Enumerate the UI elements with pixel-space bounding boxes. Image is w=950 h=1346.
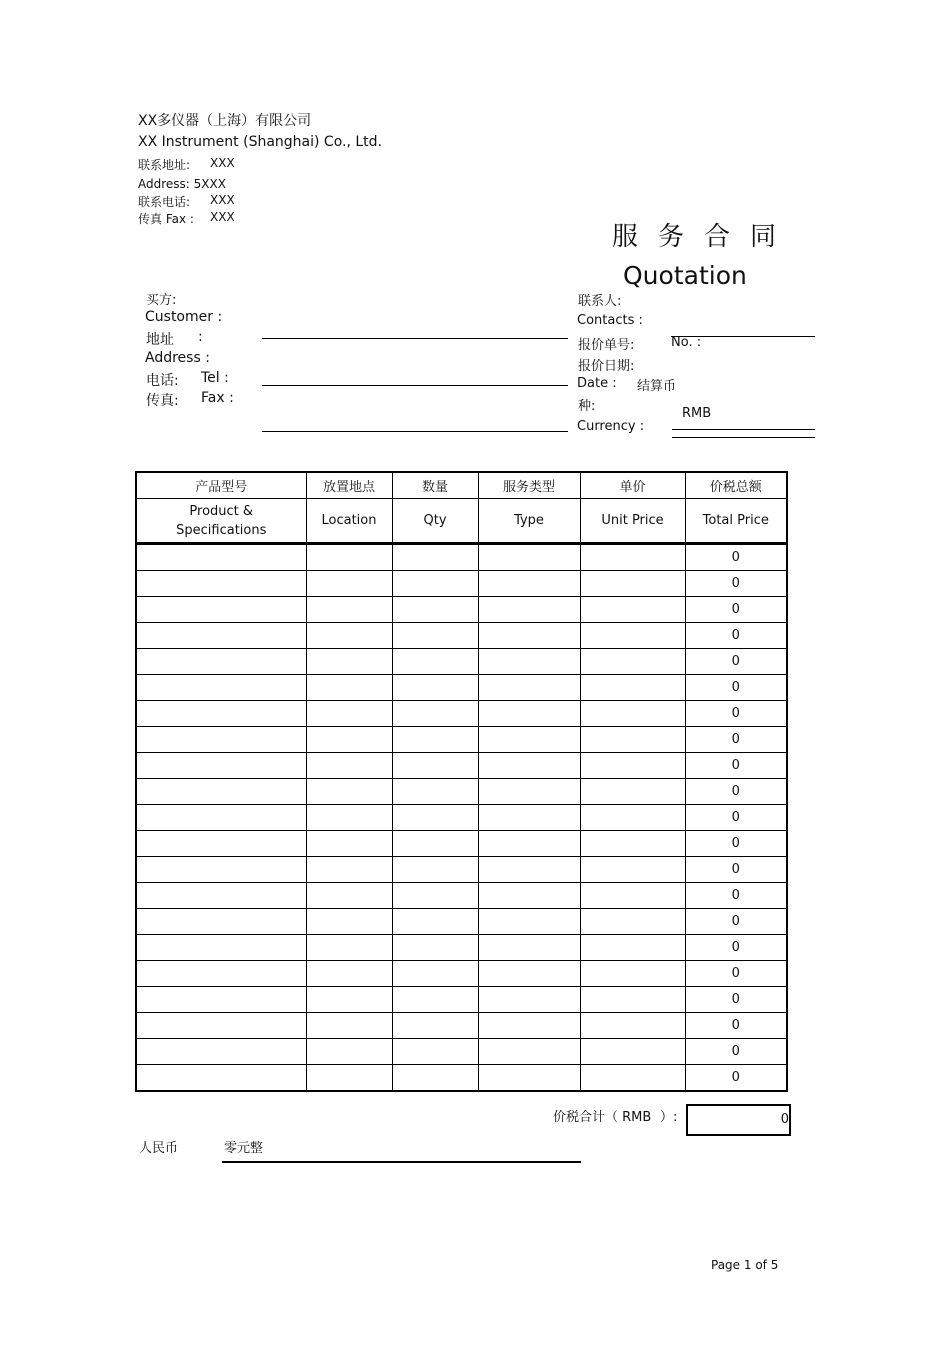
cell-qty[interactable] <box>392 544 478 571</box>
cell-type[interactable] <box>478 909 580 935</box>
title-en: Quotation <box>623 261 747 290</box>
cell-product[interactable] <box>136 987 306 1013</box>
cell-total-price[interactable]: 0 <box>685 597 787 623</box>
cell-location[interactable] <box>306 831 392 857</box>
items-table <box>135 471 788 1092</box>
cell-unit-price[interactable] <box>580 675 685 701</box>
settle-label-cn-2: 种: <box>578 399 596 414</box>
header-location-en: Location <box>306 499 392 544</box>
cell-qty[interactable] <box>392 805 478 831</box>
cell-qty[interactable] <box>392 883 478 909</box>
cell-type[interactable] <box>478 779 580 805</box>
cell-total-price[interactable]: 0 <box>685 857 787 883</box>
header-type-en: Type <box>478 499 580 544</box>
table-row <box>136 597 787 623</box>
cell-qty[interactable] <box>392 675 478 701</box>
no-label: No. : <box>671 335 702 350</box>
header-location-cn: 放置地点 <box>306 472 392 499</box>
table-row <box>136 831 787 857</box>
cell-type[interactable] <box>478 623 580 649</box>
table-row <box>136 1039 787 1065</box>
cell-total-price[interactable]: 0 <box>685 1065 787 1092</box>
cell-qty[interactable] <box>392 831 478 857</box>
cell-total-price[interactable]: 0 <box>685 883 787 909</box>
cell-location[interactable] <box>306 1065 392 1092</box>
cell-product[interactable] <box>136 831 306 857</box>
currency-line-2 <box>672 437 815 438</box>
cell-total-price[interactable]: 0 <box>685 805 787 831</box>
company-address-cn-value: XXX <box>210 156 235 170</box>
header-unit-price-cn: 单价 <box>580 472 685 499</box>
cell-unit-price[interactable] <box>580 701 685 727</box>
cell-qty[interactable] <box>392 1013 478 1039</box>
total-label: 价税合计（ RMB <box>553 1110 652 1125</box>
quote-date-label-cn: 报价日期: <box>578 359 635 374</box>
cell-location[interactable] <box>306 805 392 831</box>
rmb-words: 零元整 <box>224 1141 264 1156</box>
table-row <box>136 649 787 675</box>
cell-unit-price[interactable] <box>580 857 685 883</box>
table-row <box>136 857 787 883</box>
cell-total-price[interactable]: 0 <box>685 779 787 805</box>
cell-unit-price[interactable] <box>580 961 685 987</box>
cell-product[interactable] <box>136 544 306 571</box>
cell-product[interactable] <box>136 727 306 753</box>
cell-type[interactable] <box>478 753 580 779</box>
cell-qty[interactable] <box>392 701 478 727</box>
cell-qty[interactable] <box>392 909 478 935</box>
company-fax-label: 传真 Fax : <box>138 212 194 226</box>
cell-product[interactable] <box>136 675 306 701</box>
cell-unit-price[interactable] <box>580 649 685 675</box>
rmb-label: 人民币 <box>139 1141 179 1156</box>
address-colon: : <box>198 329 203 345</box>
table-row <box>136 909 787 935</box>
header-total-price-en: Total Price <box>685 499 787 544</box>
cell-qty[interactable] <box>392 623 478 649</box>
cell-type[interactable] <box>478 831 580 857</box>
cell-total-price[interactable]: 0 <box>685 649 787 675</box>
cell-unit-price[interactable] <box>580 623 685 649</box>
cell-type[interactable] <box>478 1013 580 1039</box>
cell-type[interactable] <box>478 1065 580 1092</box>
cell-type[interactable] <box>478 544 580 571</box>
tel-input-line[interactable] <box>262 385 568 386</box>
cell-total-price[interactable]: 0 <box>685 753 787 779</box>
company-name-cn: XX多仪器（上海）有限公司 <box>138 113 312 129</box>
cell-unit-price[interactable] <box>580 805 685 831</box>
cell-product[interactable] <box>136 1013 306 1039</box>
table-row <box>136 987 787 1013</box>
cell-unit-price[interactable] <box>580 883 685 909</box>
cell-unit-price[interactable] <box>580 571 685 597</box>
header-row-en <box>136 499 787 544</box>
cell-product[interactable] <box>136 883 306 909</box>
cell-unit-price[interactable] <box>580 779 685 805</box>
total-label-suffix: ）: <box>660 1110 678 1125</box>
cell-location[interactable] <box>306 649 392 675</box>
cell-location[interactable] <box>306 544 392 571</box>
table-row <box>136 571 787 597</box>
company-phone-label: 联系电话: <box>138 195 191 209</box>
cell-product[interactable] <box>136 935 306 961</box>
cell-type[interactable] <box>478 727 580 753</box>
page-number: Page 1 of 5 <box>711 1258 779 1272</box>
cell-product[interactable] <box>136 701 306 727</box>
quote-no-label-cn: 报价单号: <box>578 338 635 353</box>
cell-location[interactable] <box>306 701 392 727</box>
cell-unit-price[interactable] <box>580 544 685 571</box>
cell-product[interactable] <box>136 909 306 935</box>
cell-product[interactable] <box>136 1065 306 1092</box>
cell-location[interactable] <box>306 857 392 883</box>
cell-location[interactable] <box>306 961 392 987</box>
cell-total-price[interactable]: 0 <box>685 544 787 571</box>
cell-location[interactable] <box>306 727 392 753</box>
cell-type[interactable] <box>478 1039 580 1065</box>
cell-qty[interactable] <box>392 571 478 597</box>
cell-qty[interactable] <box>392 753 478 779</box>
table-row <box>136 1065 787 1092</box>
cell-qty[interactable] <box>392 1039 478 1065</box>
currency-value: RMB <box>682 406 712 421</box>
cell-total-price[interactable]: 0 <box>685 675 787 701</box>
cell-total-price[interactable]: 0 <box>685 1039 787 1065</box>
header-qty-en: Qty <box>392 499 478 544</box>
header-product-en: Product & Specifications <box>136 499 306 544</box>
cell-qty[interactable] <box>392 1065 478 1092</box>
cell-qty[interactable] <box>392 727 478 753</box>
date-label: Date : <box>577 376 617 391</box>
address-label-en: Address : <box>145 350 210 366</box>
table-row <box>136 753 787 779</box>
cell-location[interactable] <box>306 987 392 1013</box>
company-name-en: XX Instrument (Shanghai) Co., Ltd. <box>138 134 382 150</box>
customer-label: Customer : <box>145 309 223 325</box>
cell-unit-price[interactable] <box>580 1013 685 1039</box>
table-row <box>136 544 787 571</box>
table-row <box>136 779 787 805</box>
cell-qty[interactable] <box>392 935 478 961</box>
cell-total-price[interactable]: 0 <box>685 571 787 597</box>
cell-location[interactable] <box>306 909 392 935</box>
table-row <box>136 805 787 831</box>
cell-product[interactable] <box>136 597 306 623</box>
cell-product[interactable] <box>136 805 306 831</box>
cell-location[interactable] <box>306 935 392 961</box>
table-row <box>136 1013 787 1039</box>
cell-type[interactable] <box>478 987 580 1013</box>
rmb-words-line <box>222 1161 581 1163</box>
cell-total-price[interactable]: 0 <box>685 1013 787 1039</box>
total-value: 0 <box>780 1112 789 1127</box>
table-row <box>136 727 787 753</box>
cell-unit-price[interactable] <box>580 597 685 623</box>
cell-type[interactable] <box>478 701 580 727</box>
cell-type[interactable] <box>478 571 580 597</box>
cell-qty[interactable] <box>392 649 478 675</box>
cell-total-price[interactable]: 0 <box>685 727 787 753</box>
cell-type[interactable] <box>478 935 580 961</box>
fax-input-line[interactable] <box>262 431 568 432</box>
cell-location[interactable] <box>306 675 392 701</box>
cell-total-price[interactable]: 0 <box>685 935 787 961</box>
header-qty-cn: 数量 <box>392 472 478 499</box>
cell-type[interactable] <box>478 961 580 987</box>
cell-type[interactable] <box>478 649 580 675</box>
cell-total-price[interactable]: 0 <box>685 701 787 727</box>
phone-label-cn: 电话: <box>146 373 179 389</box>
company-phone-value: XXX <box>210 193 235 207</box>
cell-total-price[interactable]: 0 <box>685 961 787 987</box>
cell-product[interactable] <box>136 961 306 987</box>
address-label-cn: 地址 <box>146 332 174 348</box>
cell-unit-price[interactable] <box>580 935 685 961</box>
table-row <box>136 675 787 701</box>
cell-location[interactable] <box>306 597 392 623</box>
header-total-price-cn: 价税总额 <box>685 472 787 499</box>
cell-product[interactable] <box>136 571 306 597</box>
title-cn: 服务合同 <box>612 222 797 252</box>
header-type-cn: 服务类型 <box>478 472 580 499</box>
header-product-cn: 产品型号 <box>136 472 306 499</box>
cell-type[interactable] <box>478 675 580 701</box>
cell-product[interactable] <box>136 779 306 805</box>
cell-product[interactable] <box>136 1039 306 1065</box>
cell-qty[interactable] <box>392 857 478 883</box>
company-address-cn-label: 联系地址: <box>138 158 191 172</box>
total-value-box <box>686 1104 791 1136</box>
cell-location[interactable] <box>306 1013 392 1039</box>
cell-location[interactable] <box>306 571 392 597</box>
cell-qty[interactable] <box>392 987 478 1013</box>
cell-qty[interactable] <box>392 779 478 805</box>
cell-product[interactable] <box>136 857 306 883</box>
cell-location[interactable] <box>306 779 392 805</box>
buyer-label-cn: 买方: <box>146 293 177 308</box>
table-row <box>136 623 787 649</box>
header-row-cn <box>136 472 787 499</box>
cell-product[interactable] <box>136 649 306 675</box>
settle-label-cn: 结算币 <box>637 379 677 394</box>
cell-type[interactable] <box>478 805 580 831</box>
cell-total-price[interactable]: 0 <box>685 987 787 1013</box>
cell-qty[interactable] <box>392 597 478 623</box>
cell-location[interactable] <box>306 1039 392 1065</box>
table-row <box>136 935 787 961</box>
cell-unit-price[interactable] <box>580 1039 685 1065</box>
cell-type[interactable] <box>478 597 580 623</box>
contact-label-cn: 联系人: <box>578 294 622 309</box>
cell-total-price[interactable]: 0 <box>685 831 787 857</box>
cell-type[interactable] <box>478 883 580 909</box>
cell-unit-price[interactable] <box>580 831 685 857</box>
fax-label-cn: 传真: <box>146 393 179 409</box>
fax-label: Fax : <box>201 390 234 406</box>
cell-qty[interactable] <box>392 961 478 987</box>
company-address-en: Address: 5XXX <box>138 177 226 191</box>
table-row <box>136 701 787 727</box>
cell-unit-price[interactable] <box>580 987 685 1013</box>
cell-unit-price[interactable] <box>580 1065 685 1092</box>
company-fax-value: XXX <box>210 210 235 224</box>
currency-line-1 <box>672 429 815 430</box>
table-row <box>136 883 787 909</box>
table-row <box>136 961 787 987</box>
cell-total-price[interactable]: 0 <box>685 623 787 649</box>
quote-no-input-line[interactable] <box>671 336 815 337</box>
cell-product[interactable] <box>136 753 306 779</box>
cell-unit-price[interactable] <box>580 909 685 935</box>
cell-unit-price[interactable] <box>580 727 685 753</box>
header-unit-price-en: Unit Price <box>580 499 685 544</box>
currency-label: Currency : <box>577 419 645 434</box>
contacts-label: Contacts : <box>577 313 643 328</box>
cell-location[interactable] <box>306 883 392 909</box>
cell-type[interactable] <box>478 857 580 883</box>
address-input-line[interactable] <box>262 338 568 339</box>
cell-unit-price[interactable] <box>580 753 685 779</box>
cell-location[interactable] <box>306 753 392 779</box>
cell-total-price[interactable]: 0 <box>685 909 787 935</box>
tel-label: Tel : <box>201 370 229 386</box>
cell-product[interactable] <box>136 623 306 649</box>
cell-location[interactable] <box>306 623 392 649</box>
